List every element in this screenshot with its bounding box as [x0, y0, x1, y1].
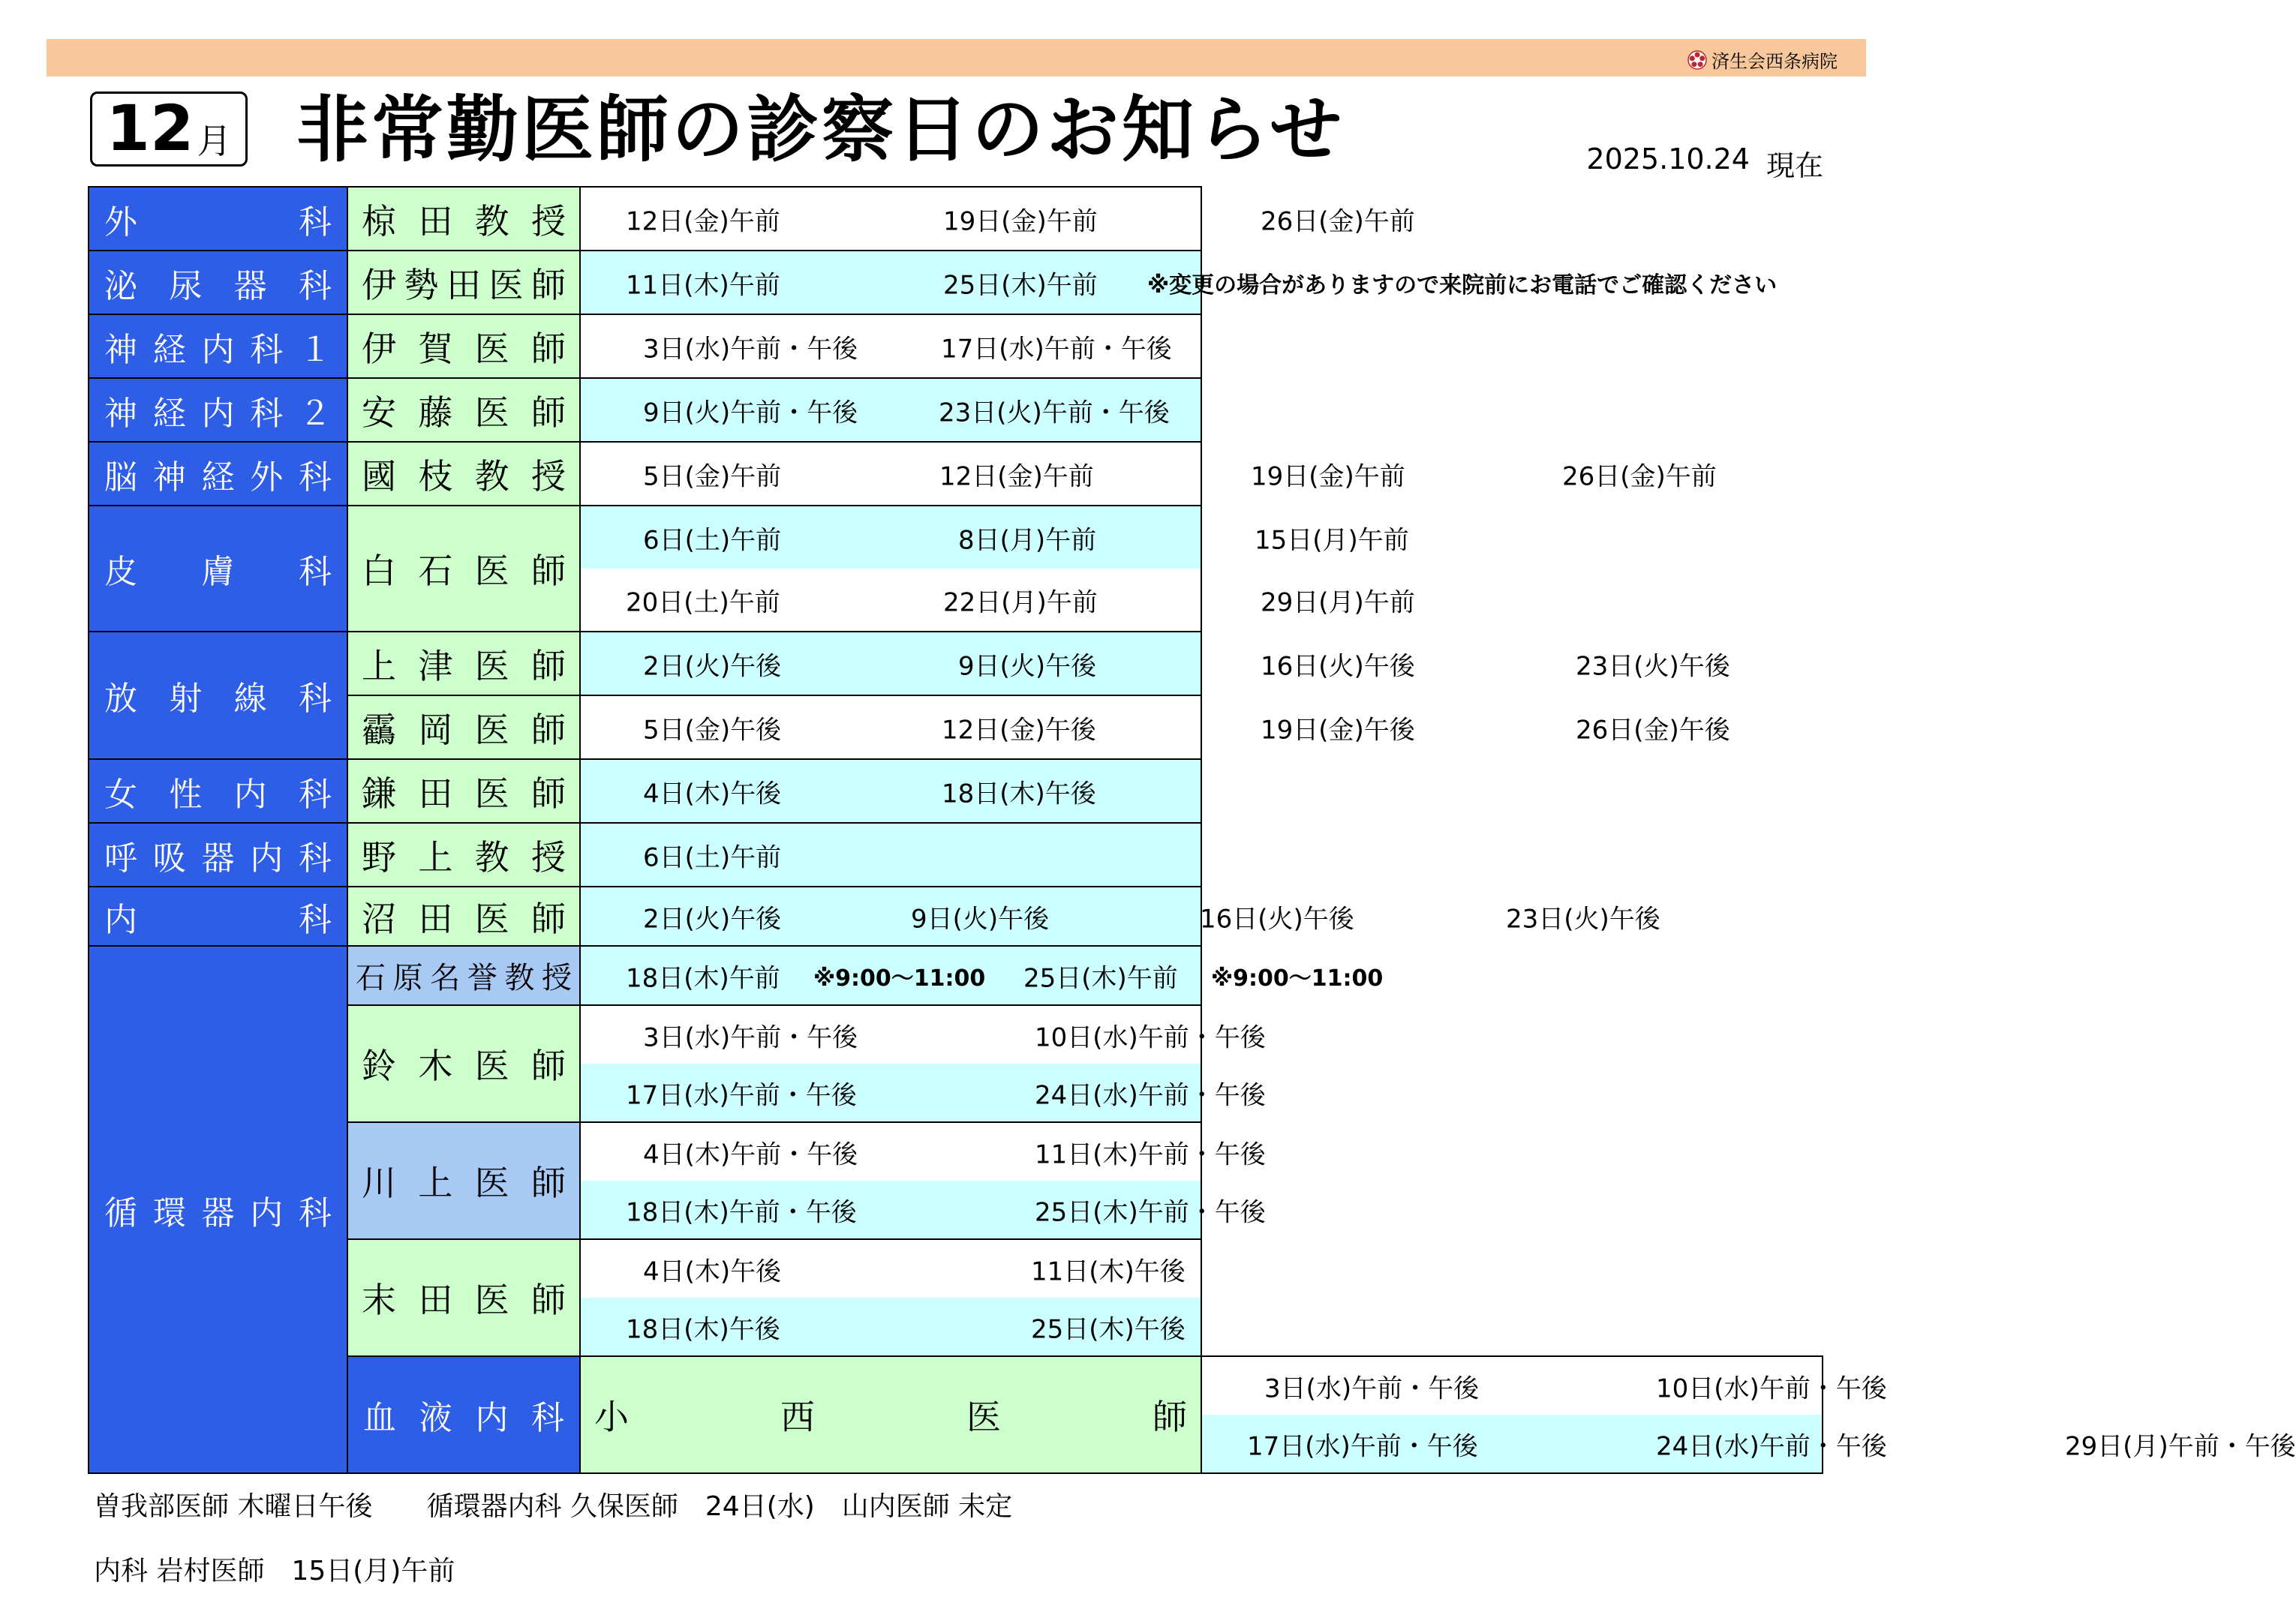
schedule-cell — [580, 1005, 1266, 1122]
table-row — [89, 251, 1823, 314]
schedule-entry: 16日(火)午後 — [1261, 651, 1415, 681]
schedule-entry: 25日(木)午前 — [1023, 963, 1178, 993]
as-of-date — [1586, 143, 1823, 184]
doctor-cell: 石原名誉教授 — [347, 946, 580, 1005]
schedule-note: ※変更の場合がありますので来院前にお電話でご確認ください — [1147, 272, 1778, 299]
department-cell: 皮 膚 科 — [89, 506, 347, 632]
schedule-entry: 9日(火)午後 — [958, 651, 1097, 681]
schedule-table — [88, 186, 2296, 1474]
department-cell: 神経内科２ — [89, 378, 347, 442]
department-cell: 呼吸器内科 — [89, 823, 347, 887]
table-row — [89, 946, 1823, 1005]
schedule-cell — [580, 442, 1717, 506]
schedule-entry: 2日(火)午後 — [643, 904, 782, 934]
department-cell: 放射線科 — [89, 632, 347, 759]
hospital-logo-icon — [1687, 50, 1707, 70]
hospital-name: 済生会西条病院 — [1711, 51, 1838, 72]
schedule-entry: 19日(金)午後 — [1261, 715, 1415, 745]
schedule-entry: 26日(金)午後 — [1576, 715, 1730, 745]
table-row — [89, 378, 1823, 442]
schedule-entry: 23日(火)午前・午後 — [939, 398, 1170, 428]
department-cell: 内 科 — [89, 887, 347, 946]
schedule-entry: 18日(木)午後 — [942, 779, 1096, 809]
schedule-entry: 4日(木)午後 — [643, 779, 782, 809]
schedule-entry: 4日(木)午前・午後 — [643, 1139, 858, 1169]
schedule-entry: 25日(木)午前 — [943, 270, 1098, 300]
department-cell: 循環器内科 — [89, 946, 347, 1473]
schedule-entry: 5日(金)午後 — [643, 715, 782, 745]
schedule-entry: 23日(火)午後 — [1506, 904, 1660, 934]
table-row — [89, 442, 1823, 506]
schedule-cell — [1201, 1356, 2296, 1473]
schedule-entry: 24日(水)午前・午後 — [1656, 1431, 1887, 1461]
doctor-cell: 國枝教授 — [347, 442, 580, 506]
schedule-entry: 18日(木)午後 — [626, 1314, 780, 1344]
schedule-entry: 9日(火)午前・午後 — [643, 398, 858, 428]
month-badge — [90, 92, 248, 167]
schedule-note: ※9:00～11:00 — [813, 965, 986, 992]
hospital-brand — [1687, 47, 1838, 73]
schedule-cell — [580, 759, 1201, 823]
schedule-entry: 9日(火)午後 — [911, 904, 1050, 934]
department-cell: 女性内科 — [89, 759, 347, 823]
department-cell: 脳神経外科 — [89, 442, 347, 506]
schedule-entry: 23日(火)午後 — [1576, 651, 1730, 681]
table-row — [89, 759, 1823, 823]
schedule-entry: 19日(金)午前 — [1251, 461, 1405, 491]
schedule-entry: 29日(月)午前 — [1261, 587, 1415, 617]
doctor-cell: 鈴木医師 — [347, 1005, 580, 1122]
doctor-cell: 沼田医師 — [347, 887, 580, 946]
as-of-date-value: 2025.10.24 — [1586, 143, 1750, 176]
table-row — [89, 187, 1823, 251]
schedule-entry: 12日(金)午前 — [626, 206, 780, 236]
schedule-entry: 11日(木)午後 — [1031, 1256, 1186, 1286]
schedule-note: ※9:00～11:00 — [1211, 965, 1384, 992]
schedule-entry: 17日(水)午前・午後 — [941, 334, 1172, 364]
schedule-entry: 5日(金)午前 — [643, 461, 782, 491]
schedule-entry: 10日(水)午前・午後 — [1656, 1373, 1887, 1403]
department-cell: 外 科 — [89, 187, 347, 251]
schedule-entry: 25日(木)午前・午後 — [1035, 1197, 1266, 1227]
schedule-entry: 12日(金)午前 — [939, 461, 1094, 491]
schedule-cell — [580, 1239, 1201, 1356]
schedule-entry: 18日(木)午前・午後 — [626, 1197, 857, 1227]
schedule-entry: 17日(水)午前・午後 — [626, 1080, 857, 1110]
schedule-cell — [580, 632, 1730, 695]
doctor-cell: 鎌田医師 — [347, 759, 580, 823]
doctor-cell: 椋田教授 — [347, 187, 580, 251]
table-row — [89, 506, 1823, 632]
table-row — [89, 823, 1823, 887]
doctor-cell: 安藤医師 — [347, 378, 580, 442]
schedule-entry: 11日(木)午前 — [626, 270, 780, 300]
doctor-cell: 伊勢田医師 — [347, 251, 580, 314]
department-cell: 神経内科１ — [89, 314, 347, 378]
schedule-entry: 25日(木)午後 — [1031, 1314, 1186, 1344]
table-row — [89, 314, 1823, 378]
table-row — [89, 1005, 1823, 1122]
schedule-entry: 19日(金)午前 — [943, 206, 1098, 236]
schedule-cell — [580, 1122, 1266, 1239]
header-bar — [47, 39, 1866, 77]
doctor-cell: 白石医師 — [347, 506, 580, 632]
schedule-cell — [580, 506, 1415, 632]
as-of-label: 現在 — [1766, 149, 1823, 182]
footer-note-1: 曽我部医師 木曜日午後 循環器内科 久保医師 24日(水) 山内医師 未定 — [94, 1491, 1013, 1522]
schedule-entry: 15日(月)午前 — [1255, 525, 1409, 555]
schedule-entry: 26日(金)午前 — [1261, 206, 1415, 236]
schedule-cell — [580, 314, 1201, 378]
schedule-entry: 6日(土)午前 — [643, 842, 782, 872]
table-row — [89, 1122, 1823, 1239]
schedule-entry: 16日(火)午後 — [1200, 904, 1354, 934]
schedule-entry: 3日(水)午前・午後 — [643, 1022, 858, 1052]
schedule-entry: 17日(水)午前・午後 — [1247, 1431, 1478, 1461]
schedule-entry: 22日(月)午前 — [943, 587, 1098, 617]
schedule-entry: 2日(火)午後 — [643, 651, 782, 681]
schedule-cell — [580, 695, 1730, 759]
doctor-cell: 伊賀医師 — [347, 314, 580, 378]
schedule-entry: 3日(水)午前・午後 — [643, 334, 858, 364]
footer-note-2: 内科 岩村医師 15日(月)午前 — [94, 1556, 455, 1586]
schedule-entry: 3日(水)午前・午後 — [1264, 1373, 1480, 1403]
schedule-cell — [580, 823, 1201, 887]
doctor-cell: 末田医師 — [347, 1239, 580, 1356]
schedule-entry: 11日(木)午前・午後 — [1035, 1139, 1266, 1169]
schedule-entry: 24日(水)午前・午後 — [1035, 1080, 1266, 1110]
schedule-entry: 6日(土)午前 — [643, 525, 782, 555]
department-cell: 血液内科 — [347, 1356, 580, 1473]
table-row — [89, 1239, 1823, 1356]
schedule-cell — [580, 378, 1201, 442]
table-row — [89, 1356, 1823, 1473]
month-number: 12 — [106, 92, 194, 165]
schedule-entry: 4日(木)午後 — [643, 1256, 782, 1286]
doctor-cell: 野上教授 — [347, 823, 580, 887]
doctor-cell: 小西医師 — [580, 1356, 1201, 1473]
schedule-entry: 18日(木)午前 — [626, 963, 780, 993]
table-row — [89, 887, 1823, 946]
schedule-entry: 10日(水)午前・午後 — [1035, 1022, 1266, 1052]
schedule-entry: 12日(金)午後 — [942, 715, 1096, 745]
table-row — [89, 632, 1823, 695]
schedule-cell — [580, 187, 1415, 251]
schedule-entry: 29日(月)午前・午後 — [2065, 1431, 2296, 1461]
month-unit: 月 — [197, 121, 232, 161]
schedule-entry: 20日(土)午前 — [626, 587, 780, 617]
table-row — [89, 695, 1823, 759]
schedule-cell — [580, 887, 1660, 946]
schedule-cell — [580, 251, 1778, 314]
doctor-cell: 川上医師 — [347, 1122, 580, 1239]
doctor-cell: 靏岡医師 — [347, 695, 580, 759]
schedule-entry: 8日(月)午前 — [958, 525, 1097, 555]
page-title: 非常勤医師の診察日のお知らせ — [296, 88, 1345, 172]
schedule-cell — [580, 946, 1384, 1005]
department-cell: 泌尿器科 — [89, 251, 347, 314]
doctor-cell: 上津医師 — [347, 632, 580, 695]
schedule-entry: 26日(金)午前 — [1562, 461, 1717, 491]
